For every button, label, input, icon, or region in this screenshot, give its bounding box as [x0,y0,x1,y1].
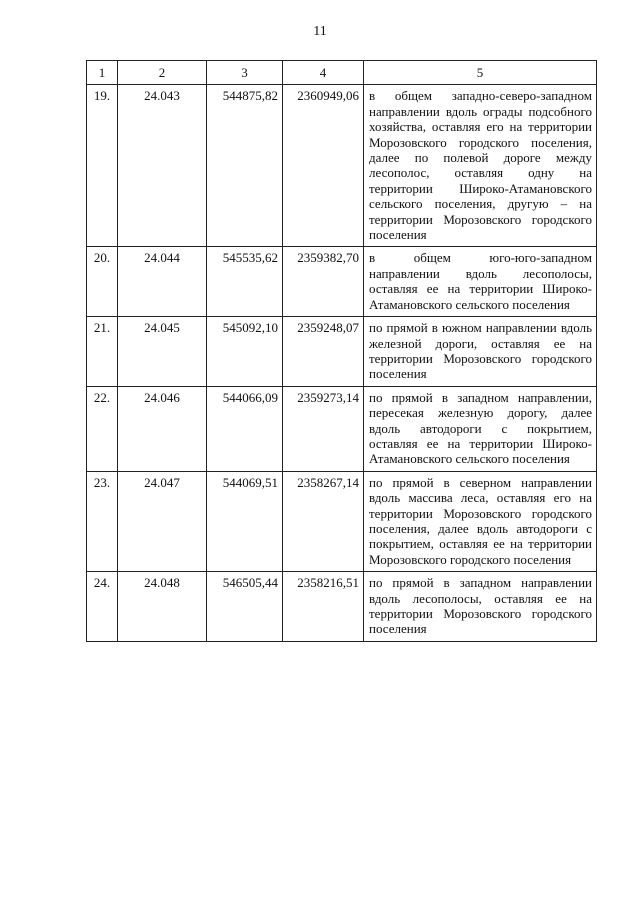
boundary-description: по прямой в западном направлении вдоль лесополосы, оставляя ее на территории Морозовского городского поселения [364,572,597,642]
point-id: 24.045 [118,317,207,387]
column-header-2: 2 [118,61,207,85]
coordinate-y: 2360949,06 [283,85,364,247]
column-header-3: 3 [207,61,283,85]
table-row [87,471,597,571]
column-header-1: 1 [87,61,118,85]
table-row [87,247,597,317]
point-id: 24.046 [118,386,207,471]
coordinate-y: 2359248,07 [283,317,364,387]
page-number: 11 [313,24,327,39]
boundary-description: по прямой в южном направлении вдоль железной дороги, оставляя ее на территории Морозовского городского поселения [364,317,597,387]
table-row [87,317,597,387]
row-number: 22. [87,386,118,471]
row-number: 20. [87,247,118,317]
row-number: 24. [87,572,118,642]
coordinate-x: 544069,51 [207,471,283,571]
boundary-description-table [86,60,597,642]
coordinate-y: 2359382,70 [283,247,364,317]
column-header-4: 4 [283,61,364,85]
boundary-description: по прямой в западном направлении, пересекая железную дорогу, далее вдоль автодороги с покрытием, оставляя ее на территории Широко-Атамановского сельского поселения [364,386,597,471]
point-id: 24.043 [118,85,207,247]
column-header-5: 5 [364,61,597,85]
coordinate-x: 546505,44 [207,572,283,642]
table-row [87,386,597,471]
point-id: 24.048 [118,572,207,642]
point-id: 24.044 [118,247,207,317]
row-number: 21. [87,317,118,387]
coordinate-x: 545535,62 [207,247,283,317]
boundary-description: в общем западно-северо-западном направлении вдоль ограды подсобного хозяйства, оставляя его на территории Морозовского городского поселения, далее по полевой дороге между лесополос, оставляя одну на территории Широко-Атамановского сельского поселения, другую – на территории Морозовского городского поселения [364,85,597,247]
coordinate-y: 2358216,51 [283,572,364,642]
row-number: 23. [87,471,118,571]
coordinate-x: 545092,10 [207,317,283,387]
point-id: 24.047 [118,471,207,571]
table-header-row [87,61,597,85]
table-row [87,85,597,247]
row-number: 19. [87,85,118,247]
boundary-description: по прямой в северном направлении вдоль массива леса, оставляя его на территории Морозовского городского поселения, далее вдоль автодороги с покрытием, оставляя ее на территории Морозовского городского поселения [364,471,597,571]
coordinate-x: 544875,82 [207,85,283,247]
table-row [87,572,597,642]
boundary-description: в общем юго-юго-западном направлении вдоль лесополосы, оставляя ее на территории Широко-Атамановского сельского поселения [364,247,597,317]
coordinate-y: 2358267,14 [283,471,364,571]
coordinate-y: 2359273,14 [283,386,364,471]
coordinate-x: 544066,09 [207,386,283,471]
